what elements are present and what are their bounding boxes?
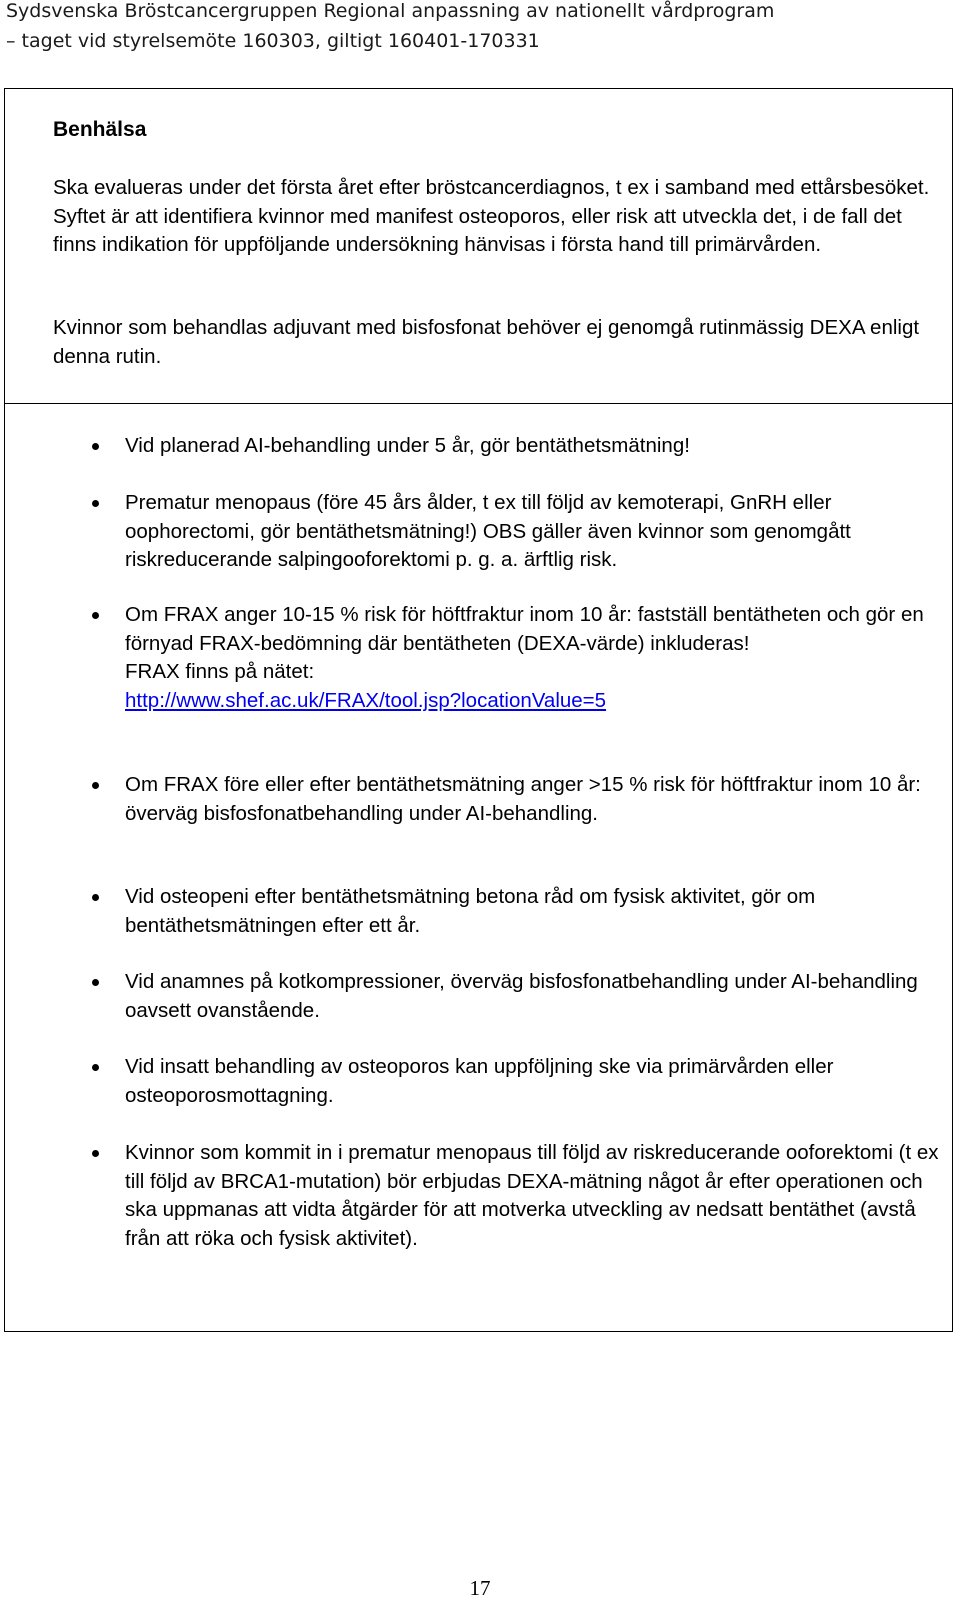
list-item xyxy=(125,489,945,575)
bullet-icon xyxy=(92,782,99,789)
list-item-text: Vid insatt behandling av osteoporos kan uppföljning ske via primärvården eller osteoporosmottagning. xyxy=(125,1055,834,1107)
header-line-1: Sydsvenska Bröstcancergruppen Regional anpassning av nationellt vårdprogram xyxy=(6,0,775,22)
list-item xyxy=(125,968,945,1025)
page-number: 17 xyxy=(469,1576,491,1600)
bullet-icon xyxy=(92,612,99,619)
frax-link[interactable]: http://www.shef.ac.uk/FRAX/tool.jsp?locationValue=5 xyxy=(125,688,607,712)
intro-paragraph: Ska evalueras under det första året efter bröstcancerdiagnos, t ex i samband med ettårsbesöket. Syftet är att identifiera kvinnor med manifest osteoporos, eller risk att utveckla det, i de fall det finns indikation för uppföljande undersökning hänvisas i första hand till primärvården. xyxy=(53,176,930,256)
list-item xyxy=(125,1053,945,1110)
bullet-icon xyxy=(92,979,99,986)
bullet-icon xyxy=(92,443,99,450)
bullet-icon xyxy=(92,500,99,507)
recommendations-box xyxy=(4,403,953,1332)
list-item-text: Om FRAX före eller efter bentäthetsmätning anger >15 % risk för höftfraktur inom 10 år: överväg bisfosfonatbehandling under AI-behandling. xyxy=(125,773,921,825)
bullet-icon xyxy=(92,894,99,901)
list-item xyxy=(125,601,945,715)
list-item xyxy=(125,771,945,828)
list-item xyxy=(125,883,945,940)
frax-label: FRAX finns på nätet: xyxy=(125,660,315,683)
list-item-text: Vid anamnes på kotkompressioner, överväg bisfosfonatbehandling under AI-behandling oavsett ovanstående. xyxy=(125,970,918,1022)
list-item-text: Prematur menopaus (före 45 års ålder, t ex till följd av kemoterapi, GnRH eller oophorectomi, gör bentäthetsmätning!) OBS gäller även kvinnor som genomgått riskreducerande salpingooforektomi p. g. a. ärftlig risk. xyxy=(125,491,851,571)
bullet-icon xyxy=(92,1064,99,1071)
list-item-text: Om FRAX anger 10-15 % risk för höftfraktur inom 10 år: fastställ bentätheten och gör en förnyad FRAX-bedömning där bentätheten (DEXA-värde) inkluderas! xyxy=(125,603,924,655)
running-header xyxy=(6,0,946,56)
list-item-text: Vid planerad AI-behandling under 5 år, gör bentäthetsmätning! xyxy=(125,434,690,457)
bullet-icon xyxy=(92,1150,99,1157)
list-item xyxy=(125,432,945,461)
section-title: Benhälsa xyxy=(53,118,147,141)
list-item-text: Vid osteopeni efter bentäthetsmätning betona råd om fysisk aktivitet, gör om bentäthetsmätningen efter ett år. xyxy=(125,885,816,937)
bisfosfonat-paragraph: Kvinnor som behandlas adjuvant med bisfosfonat behöver ej genomgå rutinmässig DEXA enligt denna rutin. xyxy=(53,316,920,368)
benhalsa-intro-box xyxy=(4,88,953,404)
list-item-text: Kvinnor som kommit in i prematur menopaus till följd av riskreducerande ooforektomi (t ex till följd av BRCA1-mutation) bör erbjudas DEXA-mätning något år efter operationen och ska uppmanas att vidta åtgärder för att motverka utveckling av nedsatt bentäthet (avstå från att röka och fysisk aktivitet). xyxy=(125,1141,939,1250)
list-item xyxy=(125,1139,945,1253)
header-line-2: – taget vid styrelsemöte 160303, giltigt 160401-170331 xyxy=(6,30,540,52)
